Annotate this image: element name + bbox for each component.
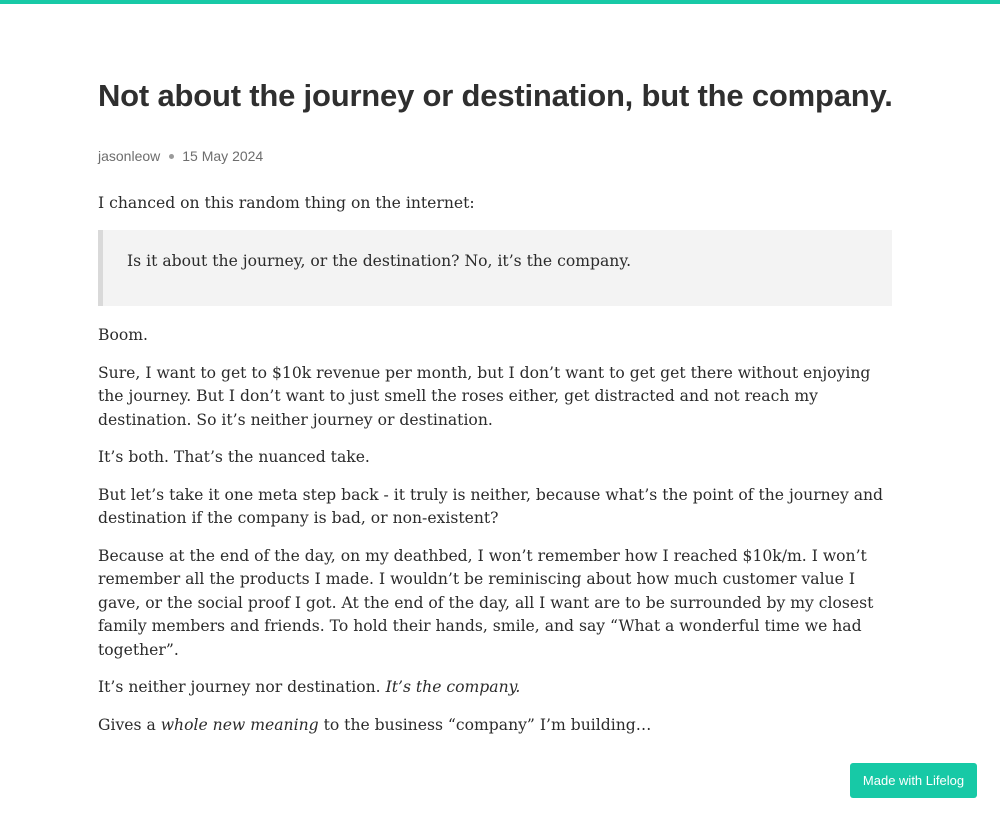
paragraph: Sure, I want to get to $10k revenue per month, but I don’t want to get get there without enjoying the journey. But I don’t want to just smell the roses either, get distracted and not reach my destination. So it’s neither journey or destination. (98, 363, 871, 429)
author-link[interactable]: jasonleow (98, 148, 161, 164)
paragraph (98, 676, 892, 700)
quote-text: Is it about the journey, or the destination? No, it’s the company. (127, 251, 632, 270)
emphasis-text: It’s the company. (385, 678, 521, 696)
emphasis-text: whole new meaning (160, 715, 319, 734)
top-accent-bar (0, 0, 1000, 4)
blockquote (98, 230, 892, 307)
paragraph: It’s both. That’s the nuanced take. (98, 448, 370, 466)
post-meta (98, 147, 263, 165)
paragraph: Because at the end of the day, on my deathbed, I won’t remember how I reached $10k/m. I won’t remember all the products I made. I wouldn’t be reminiscing about how much customer value I gave, or the social proof I got. At the end of the day, all I want are to be surrounded by my closest family members and friends. To hold their hands, smile, and say “What a wonderful time we had together”. (98, 546, 874, 659)
made-with-lifelog-button[interactable]: Made with Lifelog (850, 763, 977, 798)
post-body (98, 192, 892, 751)
paragraph-text: It’s neither journey nor destination. (98, 678, 386, 696)
separator-dot-icon (169, 154, 174, 159)
paragraph (98, 714, 892, 738)
post-date: 15 May 2024 (182, 148, 264, 164)
paragraph-text: Gives a (98, 715, 161, 734)
paragraph: I chanced on this random thing on the internet: (98, 194, 475, 212)
post-title: Not about the journey or destination, but the company. (98, 78, 893, 113)
paragraph: Boom. (98, 326, 148, 344)
paragraph-text: to the business “company” I’m building… (318, 715, 652, 734)
paragraph: But let’s take it one meta step back - it truly is neither, because what’s the point of the journey and destination if the company is bad, or non-existent? (98, 485, 884, 527)
